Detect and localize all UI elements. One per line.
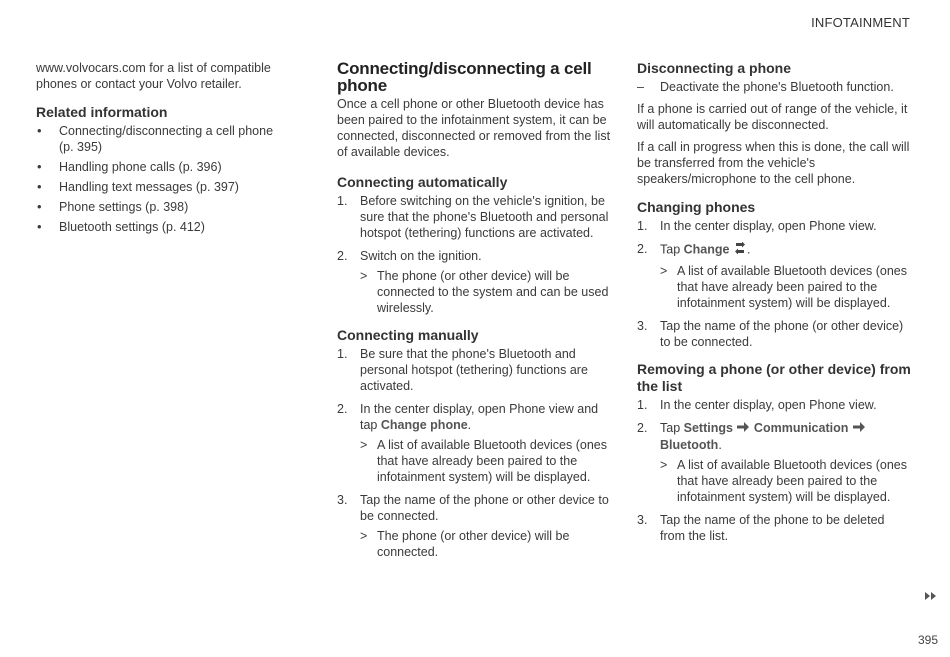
step-item <box>337 492 612 560</box>
related-link[interactable]: • Handling phone calls (p. 396) <box>36 159 286 175</box>
step-number: 2. <box>337 402 348 416</box>
intro-text: www.volvocars.com for a list of compatible phones or contact your Volvo retailer. <box>36 61 271 91</box>
step-text: In the center display, open Phone view. <box>660 398 877 412</box>
result-text: A list of available Bluetooth devices (ones that have already been paired to the infotainment system) will be displayed. <box>677 457 907 504</box>
related-link[interactable]: • Phone settings (p. 398) <box>36 199 286 215</box>
section-title: INFOTAINMENT <box>811 15 910 30</box>
step-text-end: . <box>718 437 722 452</box>
step-result <box>360 437 612 485</box>
step-text: Tap the name of the phone (or other device) to be connected. <box>660 319 904 349</box>
step-number: 3. <box>637 512 648 527</box>
step-number: 2. <box>337 249 348 263</box>
arrow-right-icon <box>852 421 866 437</box>
step-item <box>637 420 912 505</box>
arrow-right-icon <box>736 421 750 437</box>
step-text-end: . <box>467 418 472 432</box>
result-text: A list of available Bluetooth devices (ones that have already been paired to the infotainment system) will be displayed. <box>377 438 607 484</box>
paragraph: If a call in progress when this is done, the call will be transferred from the vehicle's speakers/microphone to the cell phone. <box>637 140 910 186</box>
step-item <box>337 248 612 316</box>
step-number: 3. <box>637 319 648 333</box>
step-number: 1. <box>337 347 348 361</box>
result-marker: > <box>360 269 368 283</box>
swap-arrows-icon <box>733 241 747 259</box>
result-marker: > <box>660 457 668 472</box>
result-marker: > <box>660 264 668 278</box>
step-result <box>660 457 912 505</box>
section-heading-auto: Connecting automatically <box>337 174 508 190</box>
article-title: Connecting/disconnecting a cell phone <box>337 59 592 95</box>
result-text: The phone (or other device) will be connected to the system and can be used wirelessly. <box>377 269 609 315</box>
section-heading-disconnect: Disconnecting a phone <box>637 60 792 76</box>
step-text: Tap <box>660 242 684 257</box>
ui-label-communication: Communication <box>753 421 849 435</box>
step-text: In the center display, open Phone view and tap <box>360 402 599 432</box>
ui-label-bluetooth: Bluetooth <box>660 437 719 452</box>
step-number: 2. <box>637 421 648 435</box>
step-number: 1. <box>637 398 648 412</box>
step-item <box>337 193 612 241</box>
step-item <box>637 218 912 234</box>
result-text: A list of available Bluetooth devices (ones that have already been paired to the infotainment system) will be displayed. <box>677 264 907 310</box>
step-number: 1. <box>337 194 348 208</box>
section-heading-changing: Changing phones <box>637 199 756 215</box>
section-heading-manual: Connecting manually <box>337 327 479 343</box>
step-number: 1. <box>637 219 648 233</box>
ui-label-change-phone: Change phone <box>380 418 468 432</box>
column-middle <box>337 60 612 567</box>
step-result <box>360 268 612 316</box>
removing-steps <box>637 397 912 544</box>
column-right <box>637 60 912 551</box>
paragraph: If a phone is carried out of range of the vehicle, it will automatically be disconnected. <box>637 102 908 132</box>
section-heading-removing: Removing a phone (or other device) from the list <box>637 361 911 394</box>
page-number: 395 <box>917 633 938 647</box>
dash-marker: – <box>637 80 644 94</box>
step-item <box>637 397 912 413</box>
next-page-icon[interactable] <box>924 588 938 598</box>
step-text: Tap the name of the phone to be deleted from the list. <box>660 512 885 543</box>
step-text: Before switching on the vehicle's ignition, be sure that the phone's Bluetooth and personal hotspot (tethering) functions are activated. <box>360 194 609 240</box>
column-left <box>36 60 286 239</box>
related-heading: Related information <box>36 104 168 120</box>
step-text: Switch on the ignition. <box>360 249 482 263</box>
auto-steps <box>337 193 612 316</box>
step-item <box>337 401 612 485</box>
step-text: Be sure that the phone's Bluetooth and personal hotspot (tethering) functions are activated. <box>360 347 588 393</box>
step-item <box>637 241 912 311</box>
related-link[interactable]: • Handling text messages (p. 397) <box>36 179 286 195</box>
ui-label-change: Change <box>683 242 730 257</box>
step-number: 3. <box>337 493 348 507</box>
step-item <box>637 512 912 544</box>
step-item <box>637 318 912 350</box>
dash-text: Deactivate the phone's Bluetooth function. <box>660 80 894 94</box>
manual-steps <box>337 346 612 560</box>
step-number: 2. <box>637 242 648 256</box>
related-link[interactable]: • Connecting/disconnecting a cell phone (p. 395) <box>36 123 286 155</box>
result-text: The phone (or other device) will be connected. <box>377 529 570 559</box>
changing-steps <box>637 218 912 350</box>
step-text: Tap the name of the phone or other device to be connected. <box>360 493 609 523</box>
step-text: Tap <box>660 421 684 435</box>
step-result <box>660 263 912 311</box>
result-marker: > <box>360 438 368 452</box>
step-result <box>360 528 612 560</box>
related-list <box>36 123 286 235</box>
ui-label-settings: Settings <box>683 421 733 435</box>
step-text: In the center display, open Phone view. <box>660 219 877 233</box>
step-item <box>337 346 612 394</box>
step-text-end: . <box>746 242 751 257</box>
result-marker: > <box>360 529 368 543</box>
related-link[interactable]: • Bluetooth settings (p. 412) <box>36 219 286 235</box>
dash-item <box>637 79 912 95</box>
article-intro: Once a cell phone or other Bluetooth device has been paired to the infotainment system, it can be connected, disconnected or removed from the list of available devices. <box>337 97 611 159</box>
